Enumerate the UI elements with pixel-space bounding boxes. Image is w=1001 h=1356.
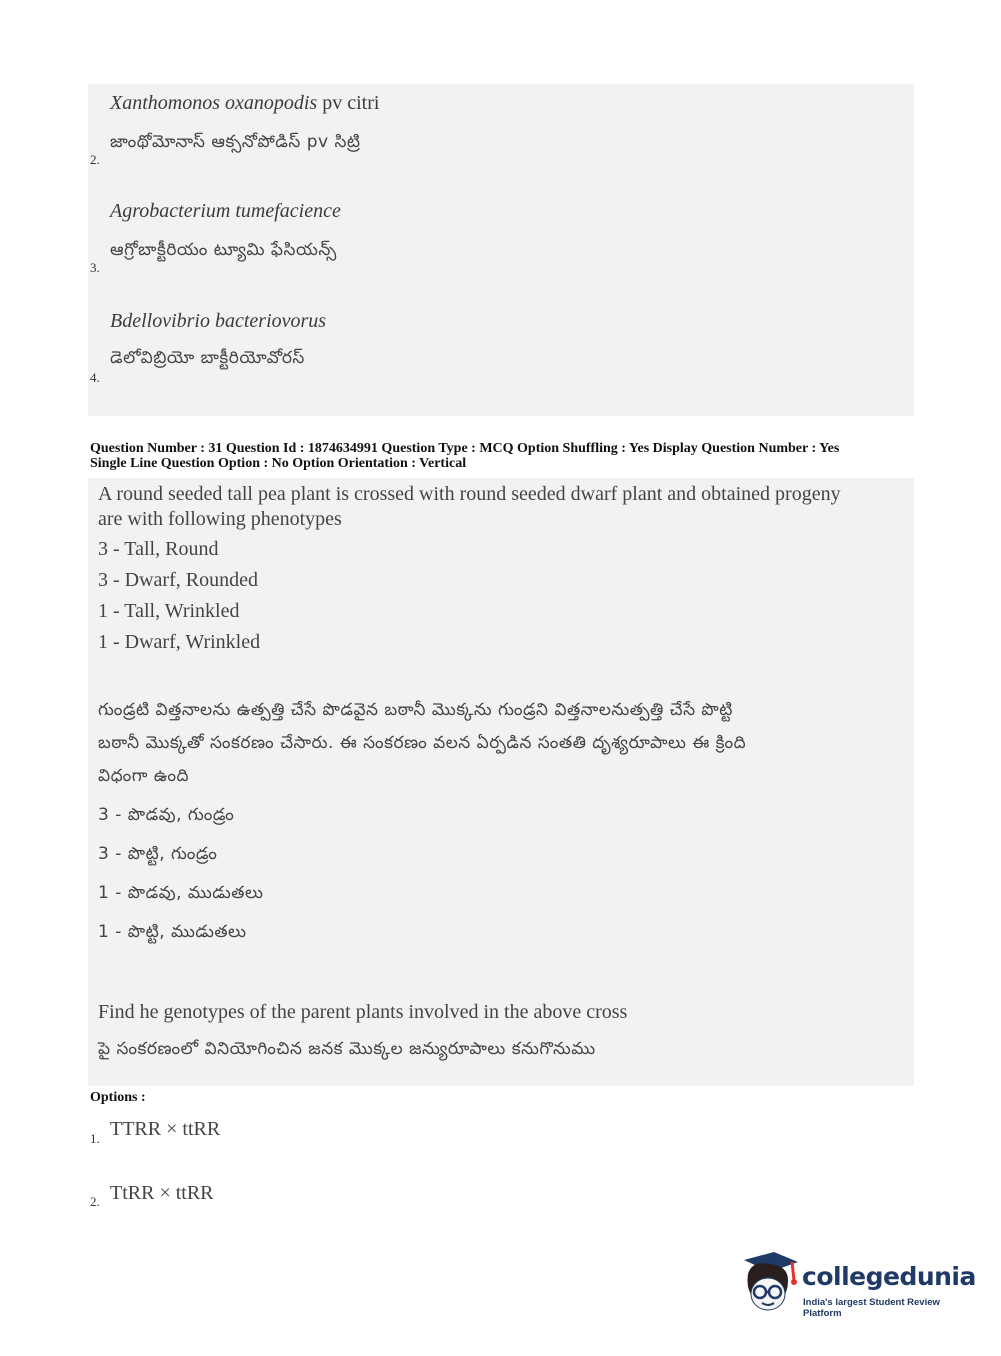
options-label: Options : xyxy=(90,1090,146,1105)
question-meta xyxy=(90,441,920,471)
scientific-name: Agrobacterium tumefacience xyxy=(110,200,341,222)
question-panel xyxy=(88,478,914,1086)
question-prompt: Find he genotypes of the parent plants involved in the above cross xyxy=(98,1001,628,1023)
phenotype-en: 1 - Tall, Wrinkled xyxy=(98,600,240,622)
phenotype-en: 1 - Dwarf, Wrinkled xyxy=(98,631,261,653)
question-meta-line: Single Line Question Option : No Option Orientation : Vertical xyxy=(90,456,467,471)
question-text-line: are with following phenotypes xyxy=(98,508,342,530)
answer-option-1[interactable]: TTRR × ttRR xyxy=(110,1118,221,1140)
question-text-line: A round seeded tall pea plant is crossed with round seeded dwarf plant and obtained progeny xyxy=(98,483,841,505)
brand-tagline: India's largest Student Review Platform xyxy=(803,1297,940,1319)
brand-name: collegedunia xyxy=(802,1262,976,1291)
option-number: 4. xyxy=(90,370,100,385)
phenotype-te: 1 - పొడవు, ముడుతలు xyxy=(98,883,264,903)
phenotype-te: 3 - పొట్టి, గుండ్రం xyxy=(98,844,218,864)
mascot-icon xyxy=(740,1250,800,1320)
question-text-telugu: గుండ్రటి విత్తనాలను ఉత్పత్తి చేసే పొడవైన బఠానీ మొక్కను గుండ్రని విత్తనాలనుత్పత్తి చేసే పొట్టి xyxy=(98,700,733,720)
option-number: 2. xyxy=(90,1194,100,1209)
scientific-suffix: pv citri xyxy=(317,92,380,114)
question-meta-line: Question Number : 31 Question Id : 1874634991 Question Type : MCQ Option Shuffling : Yes Display Question Number : Yes xyxy=(90,441,840,456)
phenotype-te: 3 - పొడవు, గుండ్రం xyxy=(98,805,235,825)
answer-option-2[interactable]: TtRR × ttRR xyxy=(110,1182,214,1204)
phenotype-en: 3 - Dwarf, Rounded xyxy=(98,569,258,591)
option-number: 3. xyxy=(90,260,100,275)
option-number: 1. xyxy=(90,1131,100,1146)
question-text-telugu: బఠానీ మొక్కతో సంకరణం చేసారు. ఈ సంకరణం వలన ఏర్పడిన సంతతి దృశ్యరూపాలు ఈ క్రింది xyxy=(98,733,747,753)
option-number: 2. xyxy=(90,152,100,167)
scientific-name: Bdellovibrio bacteriovorus xyxy=(110,310,327,332)
telugu-name: డెలోవిబ్రియో బాక్టీరియోవోరస్ xyxy=(110,348,305,368)
phenotype-te: 1 - పొట్టి, ముడుతలు xyxy=(98,922,247,942)
question-text-telugu: విధంగా ఉంది xyxy=(98,766,189,786)
previous-options-panel xyxy=(88,84,914,416)
telugu-name: జాంథోమోనాస్ ఆక్సనోపోడిస్ pv సిట్రి xyxy=(110,132,361,152)
collegedunia-logo xyxy=(740,1250,976,1320)
question-prompt-telugu: పై సంకరణంలో వినియోగించిన జనక మొక్కల జన్యురూపాలు కనుగొనుము xyxy=(98,1039,596,1059)
telugu-name: ఆగ్రోబాక్టీరియం ట్యూమి ఫేసియన్స్ xyxy=(110,240,337,260)
phenotype-en: 3 - Tall, Round xyxy=(98,538,219,560)
scientific-name: Xanthomonos oxanopodis xyxy=(110,92,318,114)
